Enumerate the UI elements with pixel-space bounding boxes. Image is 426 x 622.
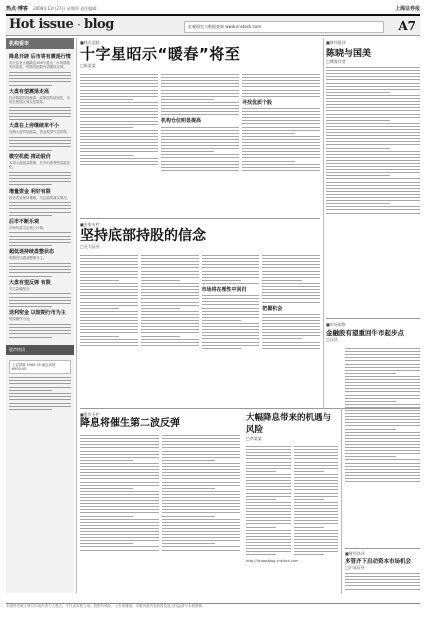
article-author: □陈某某: [80, 63, 96, 68]
sidebar-item-title: 超低迷持续盘整状态: [9, 249, 55, 256]
article-author: □李某某: [246, 436, 262, 441]
sidebar-items: [6, 49, 74, 342]
logo-blog: blog: [84, 17, 114, 32]
body-text-lines: [162, 433, 241, 553]
right-column-2-body: [345, 346, 420, 484]
sidebar-item-text: 经济数据持续疲弱，政策面持续宽松，市场在底部区域反复震荡。: [9, 95, 71, 105]
sidebar-item-title: 微空机能 推动股价: [9, 153, 51, 160]
article-subheading: 寻找优质个股: [242, 99, 273, 106]
left-sidebar: [6, 38, 74, 593]
body-text-lines: [246, 444, 291, 557]
body-text-lines: [242, 108, 320, 171]
article-bottom-left: [80, 412, 240, 553]
body-text-lines: [326, 67, 420, 213]
market-box: 上证指数 1969.78 深证成指 6900.45: [9, 360, 71, 374]
body-text-lines: [345, 348, 420, 482]
article-kicker: ■专家专栏: [80, 222, 100, 227]
sidebar-text-lines: [9, 263, 71, 277]
sidebar-item-text: 本周大盘缩量整理，后市仍需观察量能变化。: [9, 160, 71, 170]
sidebar-item-text: 央行宣布大幅降息108个基点，市场情绪有所改善，短期内指数有望继续反弹。: [9, 61, 70, 70]
sidebar-item-text: 市场有望走出独立行情。: [9, 226, 47, 230]
sidebar-text-lines: [9, 172, 71, 186]
logo-en: Hot issue: [9, 17, 74, 32]
article-kicker: ■股市专栏: [80, 412, 100, 417]
article-kicker: ■市场观察: [326, 322, 346, 327]
sidebar-item-title: 降息开辟 后市将有震荡行情: [9, 54, 71, 60]
body-text-lines: [80, 433, 159, 553]
sidebar-text-lines: [9, 324, 71, 338]
sidebar-text-lines: [9, 202, 71, 216]
masthead-topline: [6, 4, 420, 14]
body-text-lines: [262, 255, 320, 302]
body-text-lines: [161, 74, 239, 115]
page-logo: Hot issue · blog: [9, 17, 114, 32]
sidebar-item-text: 投资者宜保持谨慎，关注政策落实情况。: [9, 195, 71, 200]
article-headline: 十字星昭示“暖春”将至: [80, 45, 241, 63]
paper-name: 上海证券报: [394, 6, 420, 12]
article-subheading: 把握机会: [262, 305, 283, 312]
sidebar-item-title: 大盘有望震荡走高: [9, 88, 50, 95]
article-top: [80, 40, 320, 173]
masthead: [6, 14, 420, 36]
article-headline: 陈晓与国美: [326, 49, 372, 59]
body-text-lines: [202, 295, 260, 349]
article-body: [80, 433, 240, 553]
right-column: [326, 40, 420, 216]
issue-meta: 2008年11月27日 星期四 责任编辑：: [33, 6, 101, 11]
article-headline: 多管齐下启动资本市场机会: [345, 559, 412, 565]
article-headline: 降息将催生第二波反弹: [80, 418, 180, 429]
body-text-lines: [80, 253, 138, 351]
section-brand: 热点·博客: [6, 6, 28, 12]
article-kicker: ■财经时评: [326, 40, 346, 45]
sidebar-heading: 机构看市: [6, 38, 74, 49]
article-headline: 金融股有望重回牛市起步点: [326, 329, 404, 337]
article-body: [246, 444, 338, 557]
sidebar-text-lines: [9, 72, 71, 86]
article-middle: [80, 222, 320, 351]
article-bottom-right: [246, 412, 338, 563]
page-footer: 本版所刊载文章仅代表作者个人观点，不代表本报立场。投资有风险，入市须谨慎。本版刊载内容如涉及他人权益请与本报联系。: [6, 603, 420, 615]
article-headline: 大幅降息带来的机遇与风险: [246, 413, 332, 435]
article-subheading: 市场将在理性中回归: [201, 287, 247, 294]
sidebar-item-title: 后市不断乐观: [9, 219, 40, 225]
article-author: □光大证券: [80, 244, 100, 249]
article-headline: 坚持底部持股的信念: [80, 228, 206, 244]
sidebar-text-lines: [9, 137, 71, 151]
right-column-3: [345, 551, 420, 592]
sidebar-item-text: 近期大盘持续缩量，资金观望气氛浓厚。: [9, 130, 71, 135]
body-text-lines: [262, 314, 320, 349]
article-body: [80, 253, 320, 351]
article-subheading: 机构仓位明显提高: [161, 118, 202, 125]
article-author: □汉昌: [326, 337, 338, 342]
body-text-lines: [202, 255, 260, 284]
sidebar-text-lines: [9, 377, 71, 410]
sidebar-item-text: 关注量能配合。: [9, 286, 33, 291]
sidebar-item-title: 增量资金 利好有限: [9, 188, 51, 195]
page-number: A7: [398, 19, 416, 33]
right-column-2: [326, 322, 420, 343]
body-text-lines: [294, 444, 339, 557]
article-kicker: ■热点追踪: [80, 40, 100, 45]
body-text-lines: [242, 74, 320, 97]
header-ad: 宏观研究与数据查询 www.cnstock.com: [184, 21, 384, 33]
sidebar-text-lines: [9, 232, 71, 246]
body-text-lines: [161, 127, 239, 171]
blog-url: http://lixiaosblog.cnstock.com: [246, 559, 299, 564]
sidebar-text-lines: [9, 293, 71, 307]
sidebar-text-lines: [9, 107, 71, 121]
body-text-lines: [80, 72, 158, 173]
sidebar-item-title: 送利密金 以短期行市为主: [9, 310, 66, 317]
sidebar-item-text: 短期仍以震荡整理为主。: [9, 256, 47, 261]
article-kicker: ■财经快评: [345, 551, 365, 556]
sidebar-item-text: 短线操作为宜。: [9, 317, 33, 322]
article-author: □沪深证券: [345, 565, 365, 570]
sidebar-item-title: 大盘有望反弹 有限: [9, 279, 51, 286]
article-body: [80, 72, 320, 173]
sidebar-item-title: 大盘在上旁继续来不小: [9, 123, 60, 130]
sidebar-heading-2: 股市快讯: [6, 345, 74, 355]
body-text-lines: [345, 573, 420, 589]
article-author: □博客作者: [326, 59, 346, 64]
body-text-lines: [141, 253, 199, 351]
